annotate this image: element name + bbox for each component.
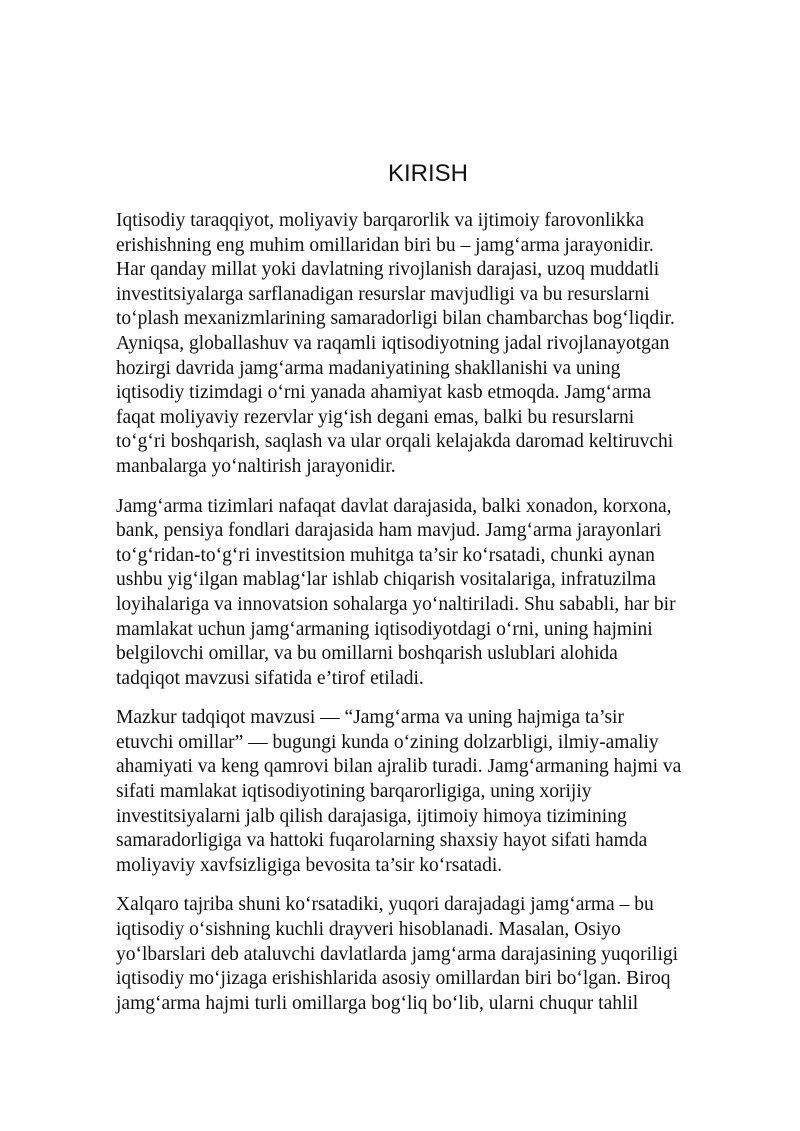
- document-body: [116, 209, 756, 1031]
- text-line: moliyaviy xavfsizligiga bevosita ta’sir ko‘rsatadi.: [116, 854, 503, 876]
- text-line: bank, pensiya fondlari darajasida ham mavjud. Jamg‘arma jarayonlari: [116, 520, 662, 542]
- text-line: samaradorligiga va hattoki fuqarolarning shaxsiy hayot sifati hamda: [116, 830, 648, 852]
- paragraph: [116, 706, 756, 878]
- text-line: Ayniqsa, globallashuv va raqamli iqtisodiyotning jadal rivojlanayotgan: [116, 332, 670, 354]
- text-line: to‘g‘ri boshqarish, saqlash va ular orqali kelajakda daromad keltiruvchi: [116, 431, 674, 453]
- page-title: KIRISH: [387, 160, 468, 187]
- text-line: investitsiyalarni jalb qilish darajasiga, ijtimoiy himoya tizimining: [116, 805, 627, 827]
- text-line: investitsiyalarga sarflanadigan resurslar mavjudligi va bu resurslarni: [116, 283, 650, 305]
- text-line: iqtisodiy mo‘jizaga erishishlarida asosiy omillardan biri bo‘lgan. Biroq: [116, 968, 671, 990]
- text-line: to‘g‘ridan-to‘g‘ri investitsion muhitga ta’sir ko‘rsatadi, chunki aynan: [116, 544, 655, 566]
- text-line: sifati mamlakat iqtisodiyotining barqarorligiga, uning xorijiy: [116, 781, 592, 803]
- text-line: mamlakat uchun jamg‘armaning iqtisodiyotdagi o‘rni, uning hajmini: [116, 618, 653, 640]
- text-line: etuvchi omillar” — bugungi kunda o‘zining dolzarbligi, ilmiy-amaliy: [116, 731, 659, 753]
- text-line: hozirgi davrida jamg‘arma madaniyatining shakllanishi va uning: [116, 357, 621, 379]
- text-line: Iqtisodiy taraqqiyot, moliyaviy barqarorlik va ijtimoiy farovonlikka: [116, 210, 645, 231]
- text-line: to‘plash mexanizmlarining samaradorligi bilan chambarchas bog‘liqdir.: [116, 308, 675, 330]
- text-line: belgilovchi omillar, va bu omillarni boshqarish uslublari alohida: [116, 643, 618, 665]
- text-line: Jamg‘arma tizimlari nafaqat davlat darajasida, balki xonadon, korxona,: [116, 495, 672, 517]
- text-line: Mazkur tadqiqot mavzusi — “Jamg‘arma va uning hajmiga ta’sir: [116, 707, 624, 729]
- text-line: faqat moliyaviy rezervlar yig‘ish degani emas, balki bu resurslarni: [116, 406, 635, 428]
- paragraph: [116, 495, 756, 692]
- paragraph: [116, 209, 756, 480]
- text-line: ushbu yig‘ilgan mablag‘lar ishlab chiqarish vositalariga, infratuzilma: [116, 569, 656, 591]
- text-line: loyihalariga va innovatsion sohalarga yo‘naltiriladi. Shu sababli, har bir: [116, 593, 676, 615]
- text-line: Xalqaro tajriba shuni ko‘rsatadiki, yuqori darajadagi jamg‘arma – bu: [116, 894, 654, 916]
- paragraph: [116, 893, 756, 1016]
- text-line: iqtisodiy tizimdagi o‘rni yanada ahamiyat kasb etmoqda. Jamg‘arma: [116, 382, 652, 404]
- text-line: yo‘lbarslari deb ataluvchi davlatlarda jamg‘arma darajasining yuqoriligi: [116, 943, 679, 965]
- text-line: manbalarga yo‘naltirish jarayonidir.: [116, 455, 396, 477]
- text-line: erishishning eng muhim omillaridan biri bu – jamg‘arma jarayonidir.: [116, 234, 654, 256]
- text-line: Har qanday millat yoki davlatning rivojlanish darajasi, uzoq muddatli: [116, 259, 660, 281]
- text-line: jamg‘arma hajmi turli omillarga bog‘liq bo‘lib, ularni chuqur tahlil: [116, 992, 639, 1014]
- text-line: tadqiqot mavzusi sifatida e’tirof etiladi.: [116, 667, 424, 689]
- text-line: iqtisodiy o‘sishning kuchli drayveri hisoblanadi. Masalan, Osiyo: [116, 919, 621, 941]
- text-line: ahamiyati va keng qamrovi bilan ajralib turadi. Jamg‘armaning hajmi va: [116, 756, 682, 778]
